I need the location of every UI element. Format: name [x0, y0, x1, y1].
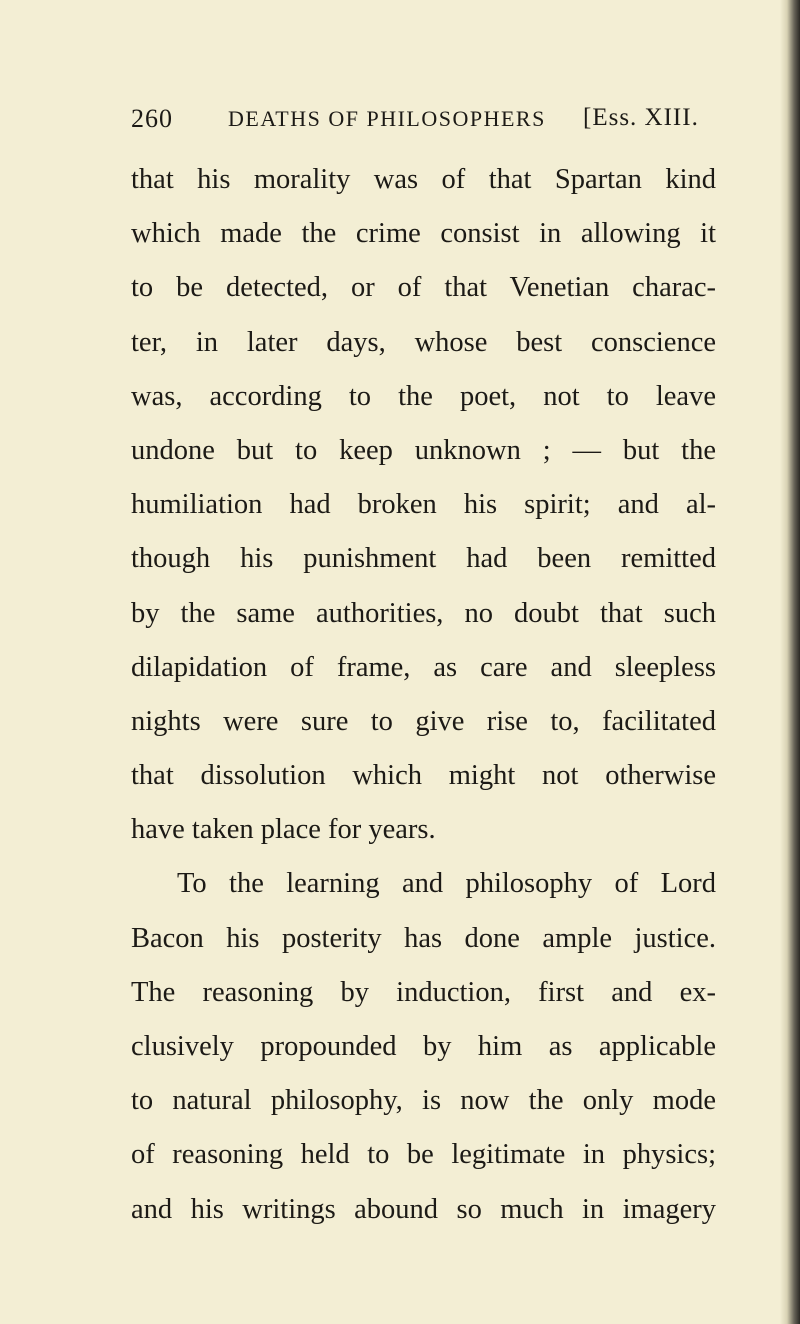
text-line: to natural philosophy, is now the only mode	[131, 1085, 716, 1117]
text-line: undone but to keep unknown ; — but the	[131, 434, 716, 466]
running-head: DEATHS OF PHILOSOPHERS	[228, 106, 546, 131]
text-line: have taken place for years.	[131, 814, 436, 846]
text-line: Bacon his posterity has done ample justice.	[131, 922, 716, 954]
text-line: humiliation had broken his spirit; and al-	[131, 489, 716, 521]
text-line: by the same authorities, no doubt that such	[131, 597, 716, 629]
text-line: which made the crime consist in allowing it	[131, 218, 716, 250]
page-edge-shadow	[780, 0, 800, 1324]
text-line: that his morality was of that Spartan kind	[131, 164, 716, 195]
paragraph-1	[131, 160, 716, 864]
text-line: was, according to the poet, not to leave	[131, 380, 716, 412]
page-header	[131, 104, 731, 136]
text-line: ter, in later days, whose best conscience	[131, 326, 716, 358]
text-line: dilapidation of frame, as care and sleepless	[131, 651, 716, 683]
text-line: that dissolution which might not otherwise	[131, 760, 716, 792]
text-line: and his writings abound so much in imagery	[131, 1193, 716, 1225]
text-line: to be detected, or of that Venetian charac-	[131, 272, 716, 304]
text-line: The reasoning by induction, first and ex-	[131, 976, 716, 1008]
body-text	[131, 160, 716, 1244]
text-line: though his punishment had been remitted	[131, 543, 716, 575]
text-line: of reasoning held to be legitimate in physics;	[131, 1139, 716, 1171]
text-line: nights were sure to give rise to, facilitated	[131, 705, 716, 737]
paragraph-2	[131, 864, 716, 1243]
text-line: To the learning and philosophy of Lord	[177, 868, 716, 900]
section-label: [Ess. XIII.	[583, 104, 699, 131]
text-line: clusively propounded by him as applicable	[131, 1031, 716, 1062]
page-number: 260	[131, 104, 173, 133]
